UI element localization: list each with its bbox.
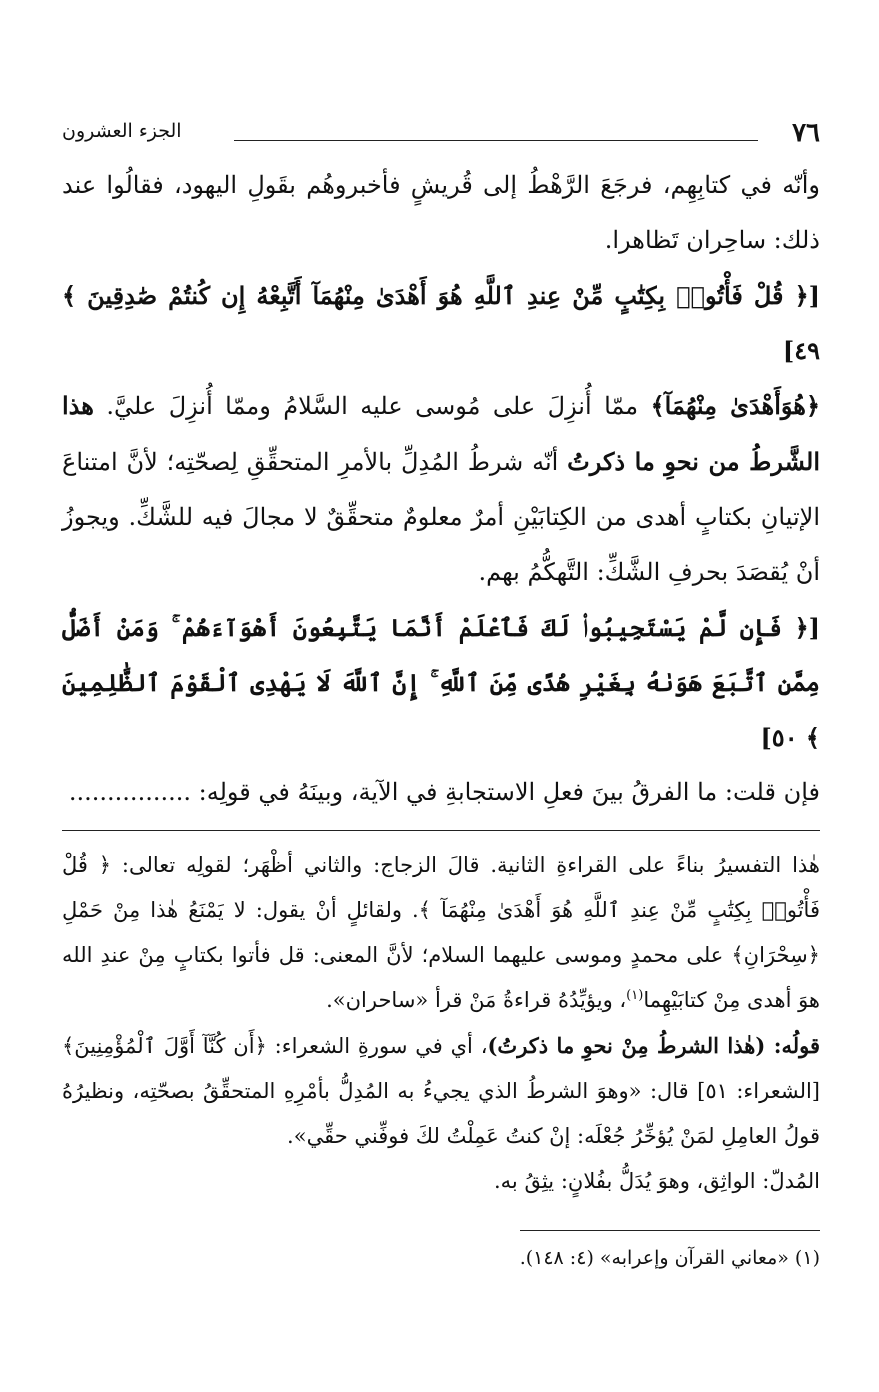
quoted-verse: ﴿هُوَأَهْدَىٰ مِنْهُمَآ﴾ [650, 391, 821, 420]
commentary-separator [62, 830, 820, 831]
header-rule [234, 140, 758, 141]
commentary-2-bold: قولُه: (هٰذا الشرطُ مِنْ نحوِ ما ذكرتُ) [487, 1033, 821, 1058]
page-header [62, 118, 820, 158]
verse-49: [﴿ قُلْ فَأْتُوا۟ بِكِتَٰبٍ مِّنْ عِندِ ٱللَّهِ هُوَ أَهْدَىٰ مِنْهُمَآ أَتَّبِعْهُ إِن كُنتُمْ صَٰدِقِينَ ﴾ ٤٩] [62, 281, 820, 365]
commentary-paragraph-2 [62, 1023, 820, 1159]
commentary-1-end: ، ويؤيِّدُهُ قراءةُ مَنْ قرأ «ساحران». [326, 988, 627, 1012]
main-paragraph-3 [62, 765, 820, 820]
page-number: ٧٦ [792, 118, 820, 148]
paragraph-2-bold: هذا الشَّرطُ من نحوِ ما ذكرتُ [62, 391, 821, 476]
main-paragraph-2 [62, 378, 820, 600]
commentary-paragraph-3: المُدلّ: الواثِق، وهوَ يُدَلُّ بفُلانٍ: يثِقُ به. [494, 1169, 820, 1193]
paragraph-3-end: . [68, 778, 77, 806]
continuation-dots: ............... [76, 778, 191, 806]
paragraph-3-text: فإن قلت: ما الفرقُ بينَ فعلِ الاستجابةِ في الآية، وبينَهُ في قولِه: [198, 778, 820, 806]
footnote-marker: (١) [626, 988, 644, 1003]
paragraph-2-text-b: أنّه شرطُ المُدِلِّ بالأمرِ المتحقِّقِ لِصحّتِه؛ لأنَّ امتناعَ الإتيانِ بكتابٍ أهدى من الكِتابَيْنِ أمرٌ معلومٌ متحقِّقٌ لا مجالَ فيه للشَّكِّ. ويجوزُ أنْ يُقصَدَ بحرفِ الشَّكِّ: التَّهكُّمُ بهم. [62, 448, 820, 586]
commentary [62, 843, 820, 1204]
footnote-rule [520, 1230, 820, 1231]
commentary-paragraph-1 [62, 843, 820, 1023]
main-paragraph-1: وأنّه في كتابِهِم، فرجَعَ الرَّهْطُ إلى قُريشٍ فأخبروهُم بقَولِ اليهود، فقالُوا عند ذلك: ساحِران تَظاهرا. [62, 171, 820, 254]
verse-50: [﴿ فَإِن لَّمْ يَسْتَجِيبُوا۟ لَكَ فَٱعْلَمْ أَنَّمَا يَتَّبِعُونَ أَهْوَآءَهُمْ ۚ وَمَنْ أَضَلُّ مِمَّنِ ٱتَّبَعَ هَوَىٰهُ بِغَيْرِ هُدًى مِّنَ ٱللَّهِ ۚ إِنَّ ٱللَّهَ لَا يَهْدِى ٱلْقَوْمَ ٱلظَّٰلِمِينَ ﴾ ٥٠] [62, 613, 820, 752]
running-title: الجزء العشرون [62, 120, 182, 142]
paragraph-2-text-a: ممّا أُنزِلَ على مُوسى عليه السَّلامُ وممّا أُنزِلَ عليَّ. [93, 392, 651, 420]
main-text [62, 158, 820, 820]
commentary-1-text: هٰذا التفسيرُ بناءً على القراءةِ الثانية. قالَ الزجاج: والثاني أظْهَر؛ لقولِه تعالى: ﴿ قُلْ فَأْتُوا۟ بِكِتَٰبٍ مِّنْ عِندِ ٱللَّهِ هُوَ أَهْدَىٰ مِنْهُمَآ ﴾. ولقائلٍ أنْ يقول: لا يَمْنَعُ هٰذا مِنْ حَمْلِ ﴿سِحْرَانِ﴾ على محمدٍ وموسى عليهما السلام؛ لأنَّ المعنى: قل فأتوا بكتابٍ مِنْ عندِ الله هوَ أهدى مِنْ كتابَيْهِما [62, 853, 820, 1012]
page [62, 118, 820, 1273]
commentary-2-text: ، أي في سورةِ الشعراء: ﴿أَن كُنَّآ أَوَّلَ ٱلْمُؤْمِنِينَ﴾ [الشعراء: ٥١] قال: «وهوَ الشرطُ الذي يجيءُ به المُدِلُّ بأمْرِهِ المتحقِّقُ بصحّتِه، ونظيرُهُ قولُ العامِلِ لمَنْ يُؤخِّرُ جُعْلَه: إنْ كنتُ عَمِلْتُ لكَ فوفِّني حقِّي». [62, 1034, 820, 1148]
footnote: (١) «معاني القرآن وإعرابه» (٤: ١٤٨). [519, 1247, 820, 1269]
